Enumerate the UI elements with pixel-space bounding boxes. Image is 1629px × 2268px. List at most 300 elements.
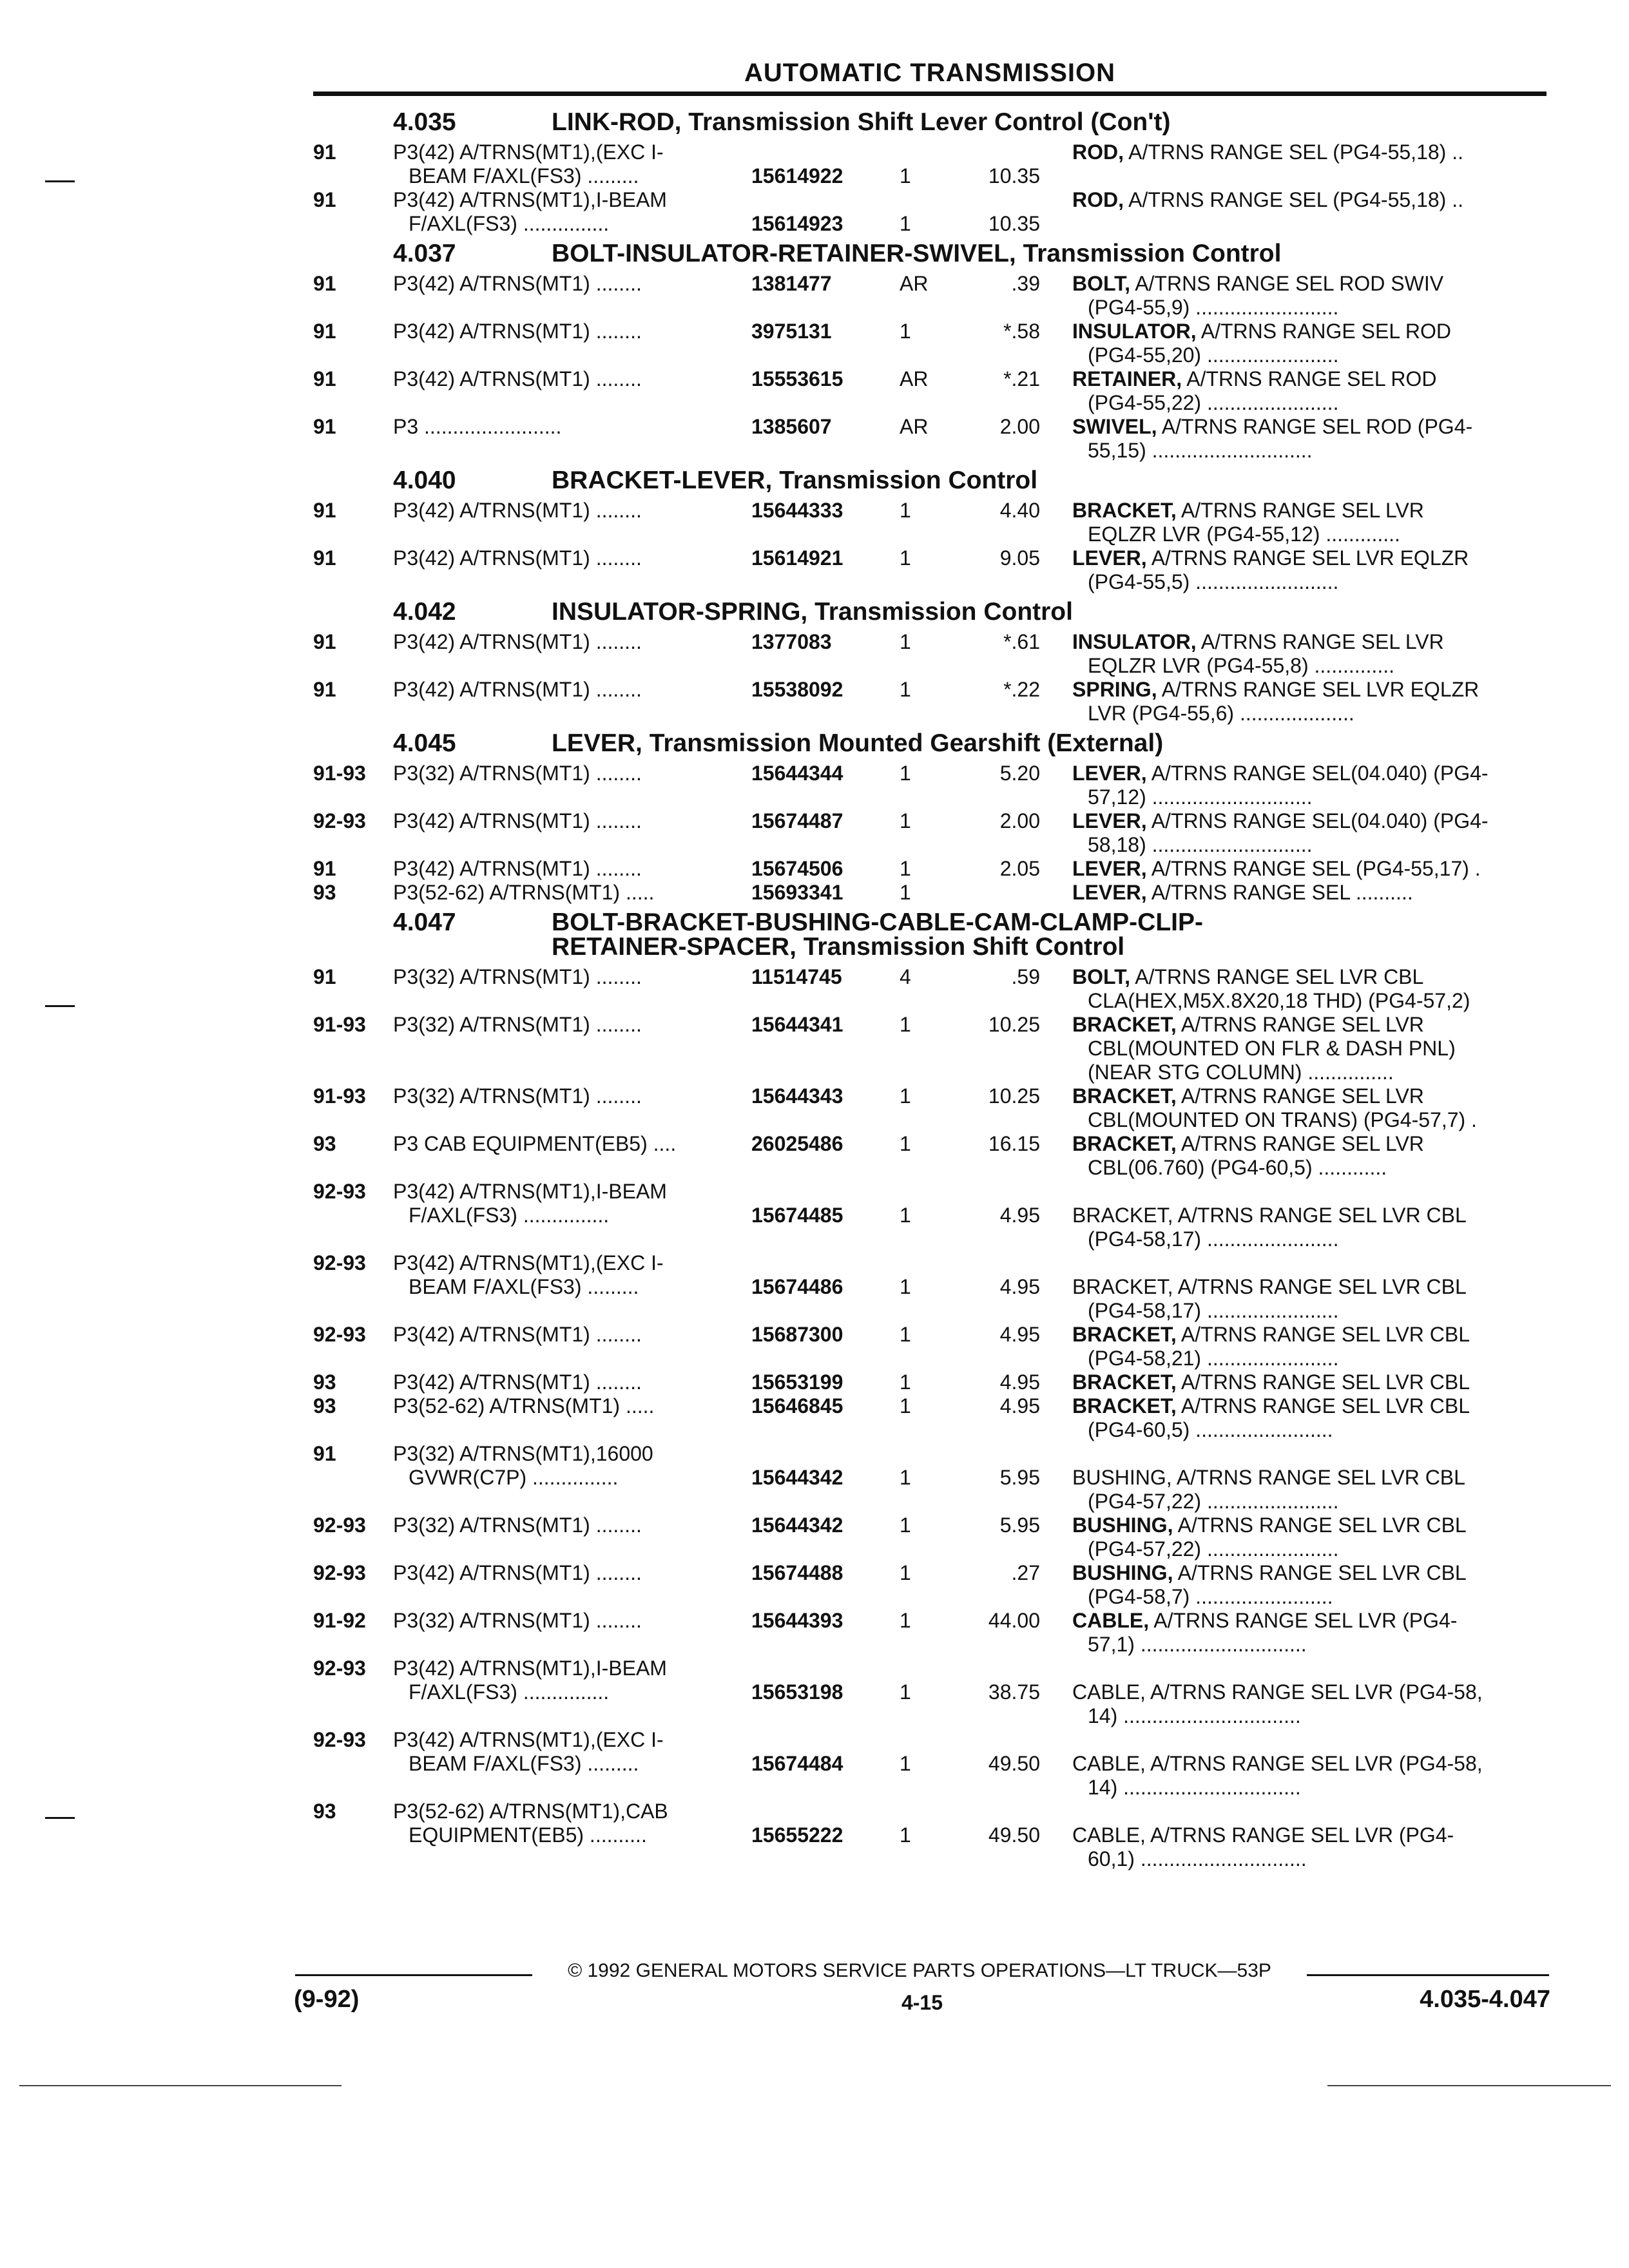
description-text: A/TRNS RANGE SEL(04.040) (PG4- [1146, 762, 1489, 785]
model-year: 92-93 [313, 1514, 366, 1537]
description-line [1072, 1657, 1536, 1680]
application [393, 1514, 728, 1537]
price: 38.75 [988, 1680, 1040, 1704]
description-line: CABLE, A/TRNS RANGE SEL LVR (PG4- [1072, 1823, 1454, 1847]
application-line: P3(52-62) A/TRNS(MT1),CAB [393, 1800, 668, 1823]
part-row [313, 1084, 1547, 1132]
description-text: A/TRNS RANGE SEL LVR (PG4- [1149, 1609, 1458, 1632]
application [393, 1728, 728, 1776]
description-text: A/TRNS RANGE SEL LVR CBL [1176, 1370, 1470, 1394]
quantity: 1 [900, 857, 911, 880]
part-row [313, 1657, 1547, 1728]
application-line: BEAM F/AXL(FS3) ......... [409, 1275, 639, 1298]
description [1072, 320, 1536, 367]
application-line: P3(32) A/TRNS(MT1),16000 [393, 1442, 653, 1465]
model-year: 91-93 [313, 1084, 366, 1108]
description [1072, 499, 1536, 546]
description-line: (PG4-55,5) ......................... [1088, 570, 1339, 593]
model-year: 91 [313, 320, 336, 343]
section-title: LEVER, Transmission Mounted Gearshift (External) [552, 729, 1164, 757]
application [393, 188, 728, 236]
application [393, 762, 728, 785]
description-noun: BRACKET, [1072, 1394, 1177, 1418]
catalog-section [313, 463, 1547, 594]
price: 16.15 [988, 1132, 1040, 1155]
description-line: (PG4-57,22) ....................... [1088, 1537, 1339, 1561]
model-year: 92-93 [313, 1251, 366, 1274]
part-number: 15674486 [751, 1275, 843, 1298]
description [1072, 1394, 1536, 1442]
description-line: 60,1) ............................. [1088, 1847, 1307, 1870]
section-number: 4.037 [393, 240, 456, 267]
price: 9.05 [999, 546, 1040, 570]
quantity: 1 [900, 1514, 911, 1537]
page-header [313, 54, 1547, 96]
description-noun: LEVER, [1072, 809, 1147, 832]
part-number: 15687300 [751, 1323, 843, 1346]
part-number: 15674488 [751, 1561, 843, 1584]
model-year: 93 [313, 1370, 336, 1394]
model-year: 91 [313, 630, 336, 653]
part-row [313, 881, 1547, 905]
footer-page-number: 4-15 [901, 1991, 943, 2014]
description-text: A/TRNS RANGE SEL (PG4-55,18) .. [1124, 188, 1463, 211]
part-number: 15655222 [751, 1823, 843, 1847]
description-text: A/TRNS RANGE SEL .......... [1146, 881, 1413, 904]
part-row [313, 1442, 1547, 1514]
part-number: 15693341 [751, 881, 843, 904]
description-text: A/TRNS RANGE SEL ROD (PG4- [1157, 415, 1473, 438]
description-line: BRACKET, A/TRNS RANGE SEL LVR CBL [1072, 1275, 1467, 1298]
model-year: 92-93 [313, 1180, 366, 1203]
footer-rule [1307, 1974, 1549, 1976]
part-row [313, 1013, 1547, 1084]
quantity: AR [900, 367, 929, 390]
description-noun: BRACKET, [1072, 1370, 1177, 1394]
part-row [313, 1370, 1547, 1394]
description-noun: SPRING, [1072, 678, 1157, 701]
part-number: 15644343 [751, 1084, 843, 1108]
section-heading [313, 463, 1547, 499]
model-year: 91 [313, 965, 336, 988]
quantity: AR [900, 415, 929, 438]
part-number: 15553615 [751, 367, 843, 390]
description [1072, 1514, 1536, 1561]
description-line: (PG4-55,22) ....................... [1088, 391, 1339, 414]
quantity: 1 [900, 1609, 911, 1632]
application-line: P3(52-62) A/TRNS(MT1) ..... [393, 1394, 655, 1418]
description-line: CLA(HEX,M5X.8X20,18 THD) (PG4-57,2) [1088, 989, 1470, 1012]
description-text: A/TRNS RANGE SEL ROD SWIV [1130, 272, 1444, 295]
quantity: 1 [900, 1680, 911, 1704]
quantity: 1 [900, 809, 911, 832]
part-row [313, 678, 1547, 726]
application-line: F/AXL(FS3) ............... [409, 1204, 610, 1227]
description-text: A/TRNS RANGE SEL LVR CBL [1173, 1561, 1467, 1584]
price: 2.00 [999, 415, 1040, 438]
quantity: 1 [900, 1132, 911, 1155]
description [1072, 809, 1536, 857]
description-noun: BUSHING, [1072, 1561, 1173, 1584]
price: *.21 [1003, 367, 1040, 390]
quantity: 1 [900, 1823, 911, 1847]
part-number: 15674487 [751, 809, 843, 832]
part-number: 15644344 [751, 762, 843, 785]
description-line [1072, 1442, 1536, 1466]
model-year: 91 [313, 140, 336, 164]
description-line: (PG4-58,17) ....................... [1088, 1299, 1339, 1322]
application-line: P3(32) A/TRNS(MT1) ........ [393, 1084, 642, 1108]
price: 4.95 [999, 1370, 1040, 1394]
application [393, 1657, 728, 1704]
application-line: P3(42) A/TRNS(MT1) ........ [393, 272, 642, 295]
description [1072, 630, 1536, 678]
application [393, 809, 728, 833]
quantity: 1 [900, 630, 911, 653]
price: *.58 [1003, 320, 1040, 343]
application-line: P3(42) A/TRNS(MT1),I-BEAM [393, 1657, 667, 1680]
description [1072, 140, 1536, 164]
quantity: 1 [900, 1752, 911, 1775]
application-line: P3 CAB EQUIPMENT(EB5) .... [393, 1132, 677, 1155]
description-line: CBL(06.760) (PG4-60,5) ............ [1088, 1156, 1387, 1179]
application [393, 1800, 728, 1847]
part-row [313, 1132, 1547, 1180]
model-year: 92-93 [313, 1561, 366, 1584]
description-line [1072, 1800, 1536, 1823]
application-line: P3(42) A/TRNS(MT1) ........ [393, 367, 642, 390]
description [1072, 1251, 1536, 1323]
page-footer [294, 1960, 1550, 2037]
quantity: 1 [900, 1275, 911, 1298]
description-noun: BOLT, [1072, 272, 1131, 295]
part-number: 26025486 [751, 1132, 843, 1155]
description-line: LVR (PG4-55,6) .................... [1088, 702, 1354, 725]
price: 44.00 [988, 1609, 1040, 1632]
price: 49.50 [988, 1823, 1040, 1847]
description-line: (NEAR STG COLUMN) ............... [1088, 1061, 1394, 1084]
scan-artifact-line [1327, 2085, 1611, 2086]
description-line: BUSHING, A/TRNS RANGE SEL LVR CBL [1072, 1466, 1465, 1489]
description-line [1072, 1251, 1536, 1275]
footer-date: (9-92) [294, 1986, 360, 2013]
application-line: P3(42) A/TRNS(MT1) ........ [393, 1323, 642, 1346]
description [1072, 1084, 1536, 1132]
model-year: 91 [313, 272, 336, 295]
part-row [313, 367, 1547, 415]
application-line: P3(42) A/TRNS(MT1) ........ [393, 1561, 642, 1584]
description-text: A/TRNS RANGE SEL(04.040) (PG4- [1146, 809, 1489, 832]
section-heading [313, 905, 1547, 965]
part-number: 15538092 [751, 678, 843, 701]
application [393, 1609, 728, 1633]
footer-section-range: 4.035-4.047 [1420, 1986, 1550, 2013]
description [1072, 188, 1536, 212]
quantity: 1 [900, 499, 911, 522]
part-row [313, 188, 1547, 236]
quantity: 1 [900, 1323, 911, 1346]
description-line: (PG4-55,9) ......................... [1088, 296, 1339, 319]
part-row [313, 1561, 1547, 1609]
description [1072, 965, 1536, 1013]
section-number: 4.042 [393, 598, 456, 626]
application [393, 965, 728, 989]
application-line: F/AXL(FS3) ............... [409, 212, 610, 235]
description [1072, 762, 1536, 809]
description [1072, 678, 1536, 726]
model-year: 91 [313, 499, 336, 522]
description [1072, 857, 1536, 881]
quantity: 1 [900, 546, 911, 570]
parts-list [313, 104, 1547, 1871]
application [393, 1132, 728, 1156]
part-row [313, 630, 1547, 678]
application-line: GVWR(C7P) ............... [409, 1466, 619, 1489]
description-text: A/TRNS RANGE SEL LVR [1176, 1084, 1424, 1108]
description-noun: BRACKET, [1072, 1013, 1177, 1036]
application [393, 1370, 728, 1394]
description [1072, 415, 1536, 463]
catalog-section [313, 905, 1547, 1871]
page-title: AUTOMATIC TRANSMISSION [744, 59, 1116, 87]
price: 5.95 [999, 1514, 1040, 1537]
application [393, 499, 728, 523]
application [393, 546, 728, 570]
section-number: 4.047 [393, 908, 456, 936]
part-number: 1377083 [751, 630, 832, 653]
application [393, 1180, 728, 1227]
description-line: CABLE, A/TRNS RANGE SEL LVR (PG4-58, [1072, 1680, 1483, 1704]
application [393, 678, 728, 702]
description-line: EQLZR LVR (PG4-55,12) ............. [1088, 523, 1400, 546]
description [1072, 1370, 1536, 1394]
section-number: 4.035 [393, 108, 456, 136]
application-line: P3(42) A/TRNS(MT1),I-BEAM [393, 1180, 667, 1203]
section-number: 4.040 [393, 466, 456, 494]
footer-copyright: © 1992 GENERAL MOTORS SERVICE PARTS OPERATIONS—LT TRUCK—53P [568, 1960, 1271, 1981]
quantity: 1 [900, 1204, 911, 1227]
footer-rule [295, 1974, 532, 1976]
part-row [313, 499, 1547, 546]
description-line [1072, 1180, 1536, 1204]
price: *.22 [1003, 678, 1040, 701]
part-number: 15674484 [751, 1752, 843, 1775]
application [393, 1394, 728, 1418]
description-noun: LEVER, [1072, 546, 1147, 570]
price: .39 [1011, 272, 1040, 295]
description-noun: LEVER, [1072, 881, 1147, 904]
application-line: P3(42) A/TRNS(MT1) ........ [393, 1370, 642, 1394]
description-text: A/TRNS RANGE SEL LVR CBL [1173, 1514, 1467, 1537]
model-year: 91 [313, 188, 336, 211]
model-year: 91 [313, 415, 336, 438]
part-row [313, 140, 1547, 188]
description-line: 14) ............................... [1088, 1704, 1301, 1727]
application-line: P3(42) A/TRNS(MT1) ........ [393, 320, 642, 343]
model-year: 93 [313, 881, 336, 904]
application [393, 415, 728, 439]
quantity: 1 [900, 164, 911, 187]
price: 2.00 [999, 809, 1040, 832]
description [1072, 1132, 1536, 1180]
part-row [313, 1514, 1547, 1561]
description [1072, 1180, 1536, 1251]
description-text: A/TRNS RANGE SEL LVR [1176, 499, 1424, 522]
description-line: (PG4-58,17) ....................... [1088, 1227, 1339, 1251]
section-title: LINK-ROD, Transmission Shift Lever Control (Con't) [552, 108, 1171, 136]
application-line: P3(42) A/TRNS(MT1) ........ [393, 809, 642, 832]
section-number: 4.045 [393, 729, 456, 757]
description [1072, 1323, 1536, 1370]
description-line: BRACKET, A/TRNS RANGE SEL LVR CBL [1072, 1204, 1467, 1227]
model-year: 92-93 [313, 809, 366, 832]
application-line: P3(32) A/TRNS(MT1) ........ [393, 1514, 642, 1537]
application-line: P3(32) A/TRNS(MT1) ........ [393, 1609, 642, 1632]
model-year: 91-93 [313, 1013, 366, 1036]
description-noun: BRACKET, [1072, 1323, 1177, 1346]
description-noun: BOLT, [1072, 965, 1131, 988]
price: 10.35 [988, 164, 1040, 187]
quantity: 1 [900, 1394, 911, 1418]
part-row [313, 1251, 1547, 1323]
part-number: 1385607 [751, 415, 832, 438]
description-line: (PG4-58,21) ....................... [1088, 1347, 1339, 1370]
description-line: 57,12) ............................ [1088, 785, 1313, 809]
description-line: (PG4-55,20) ....................... [1088, 343, 1339, 367]
description-noun: BRACKET, [1072, 1084, 1177, 1108]
description-noun: CABLE, [1072, 1609, 1150, 1632]
description-line: 57,1) ............................. [1088, 1633, 1307, 1656]
description [1072, 1442, 1536, 1514]
application-line: P3(32) A/TRNS(MT1) ........ [393, 762, 642, 785]
part-row [313, 762, 1547, 809]
section-heading [313, 104, 1547, 140]
description-line: CBL(MOUNTED ON TRANS) (PG4-57,7) . [1088, 1108, 1477, 1131]
price: 5.20 [999, 762, 1040, 785]
model-year: 93 [313, 1394, 336, 1418]
quantity: 1 [900, 1370, 911, 1394]
model-year: 93 [313, 1800, 336, 1823]
catalog-section [313, 104, 1547, 236]
description [1072, 1013, 1536, 1084]
part-row [313, 546, 1547, 594]
part-row [313, 857, 1547, 881]
description-noun: BRACKET, [1072, 499, 1177, 522]
quantity: 1 [900, 212, 911, 235]
part-number: 15614923 [751, 212, 843, 235]
description [1072, 1728, 1536, 1800]
quantity: 4 [900, 965, 911, 988]
part-number: 15674506 [751, 857, 843, 880]
price: 4.95 [999, 1275, 1040, 1298]
price: 4.95 [999, 1204, 1040, 1227]
description [1072, 367, 1536, 415]
description-text: A/TRNS RANGE SEL LVR CBL [1130, 965, 1424, 988]
quantity: 1 [900, 762, 911, 785]
application-line: P3(42) A/TRNS(MT1),I-BEAM [393, 188, 667, 211]
application-line: P3(52-62) A/TRNS(MT1) ..... [393, 881, 655, 904]
description-text: A/TRNS RANGE SEL ROD [1182, 367, 1437, 390]
description [1072, 1657, 1536, 1728]
model-year: 92-93 [313, 1728, 366, 1751]
application [393, 630, 728, 654]
description-line: (PG4-60,5) ........................ [1088, 1418, 1333, 1441]
description-line: CBL(MOUNTED ON FLR & DASH PNL) [1088, 1037, 1456, 1060]
description-noun: LEVER, [1072, 762, 1147, 785]
description-text: A/TRNS RANGE SEL LVR EQLZR [1146, 546, 1469, 570]
description-text: A/TRNS RANGE SEL (PG4-55,17) . [1146, 857, 1481, 880]
application-line: F/AXL(FS3) ............... [409, 1680, 610, 1704]
description-text: A/TRNS RANGE SEL LVR CBL [1176, 1394, 1470, 1418]
description-noun: ROD, [1072, 188, 1124, 211]
part-number: 15614921 [751, 546, 843, 570]
model-year: 92-93 [313, 1657, 366, 1680]
part-number: 15644333 [751, 499, 843, 522]
scan-artifact-line [19, 2085, 342, 2086]
description-noun: INSULATOR, [1072, 320, 1197, 343]
price: 10.25 [988, 1013, 1040, 1036]
price: .59 [1011, 965, 1040, 988]
section-heading [313, 236, 1547, 272]
price: 4.95 [999, 1394, 1040, 1418]
description-noun: INSULATOR, [1072, 630, 1197, 653]
part-number: 15644393 [751, 1609, 843, 1632]
catalog-section [313, 236, 1547, 463]
section-title: BOLT-BRACKET-BUSHING-CABLE-CAM-CLAMP-CLIP- RETAINER-SPACER, Transmission Shift Control [552, 908, 1203, 961]
section-title: BOLT-INSULATOR-RETAINER-SWIVEL, Transmission Control [552, 240, 1282, 267]
description-noun: BRACKET, [1072, 1132, 1177, 1155]
application-line: P3(32) A/TRNS(MT1) ........ [393, 965, 642, 988]
application-line: P3(42) A/TRNS(MT1),(EXC I- [393, 1728, 664, 1751]
application-line: P3(42) A/TRNS(MT1),(EXC I- [393, 140, 664, 164]
model-year: 92-93 [313, 1323, 366, 1346]
description-line: 55,15) ............................ [1088, 439, 1313, 462]
description-noun: SWIVEL, [1072, 415, 1157, 438]
application [393, 1323, 728, 1347]
section-title: INSULATOR-SPRING, Transmission Control [552, 598, 1073, 626]
part-row [313, 272, 1547, 320]
price: 2.05 [999, 857, 1040, 880]
description-noun: RETAINER, [1072, 367, 1182, 390]
description [1072, 272, 1536, 320]
catalog-section [313, 594, 1547, 726]
model-year: 91 [313, 678, 336, 701]
application [393, 1251, 728, 1299]
application-line: EQUIPMENT(EB5) .......... [409, 1823, 647, 1847]
quantity: 1 [900, 1084, 911, 1108]
section-heading [313, 594, 1547, 630]
quantity: 1 [900, 1561, 911, 1584]
description [1072, 881, 1536, 905]
description-line: (PG4-57,22) ....................... [1088, 1490, 1339, 1513]
description-text: A/TRNS RANGE SEL LVR CBL [1176, 1323, 1470, 1346]
description [1072, 546, 1536, 594]
description-line: (PG4-58,7) ........................ [1088, 1585, 1333, 1608]
quantity: 1 [900, 678, 911, 701]
price: 49.50 [988, 1752, 1040, 1775]
description-line: 58,18) ............................ [1088, 833, 1313, 856]
part-row [313, 1728, 1547, 1800]
description-text: A/TRNS RANGE SEL LVR EQLZR [1157, 678, 1480, 701]
application [393, 272, 728, 296]
section-title: BRACKET-LEVER, Transmission Control [552, 466, 1038, 494]
quantity: AR [900, 272, 929, 295]
margin-mark [45, 1817, 75, 1819]
application [393, 1013, 728, 1037]
application-line: P3(42) A/TRNS(MT1) ........ [393, 678, 642, 701]
description-text: A/TRNS RANGE SEL (PG4-55,18) .. [1124, 140, 1463, 164]
price: 4.95 [999, 1323, 1040, 1346]
